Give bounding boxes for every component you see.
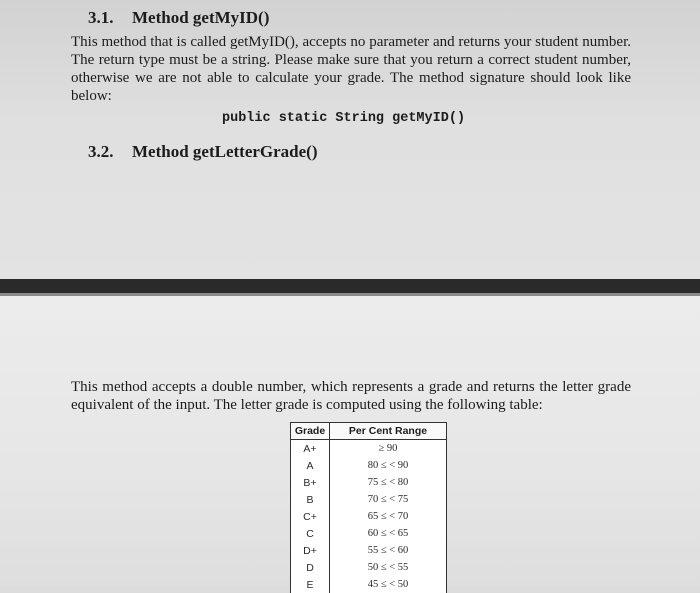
grade-column-header: Grade — [291, 423, 330, 440]
range-cell: 50 ≤ < 55 — [330, 559, 447, 576]
section-3-1-paragraph: This method that is called getMyID(), accepts no parameter and returns your student number. The return type must be a string. Please make sure that you return a correct student number, otherwise we are not able to calculate your grade. The method signature should look like below: — [71, 34, 631, 104]
grade-cell: E — [291, 576, 330, 593]
section-3-2-title: Method getLetterGrade() — [132, 142, 318, 161]
range-cell: ≥ 90 — [330, 440, 447, 458]
range-cell: 45 ≤ < 50 — [330, 576, 447, 593]
table-row — [291, 474, 447, 491]
range-cell: 75 ≤ < 80 — [330, 474, 447, 491]
range-cell: 65 ≤ < 70 — [330, 508, 447, 525]
range-cell: 80 ≤ < 90 — [330, 457, 447, 474]
table-row — [291, 491, 447, 508]
range-cell: 55 ≤ < 60 — [330, 542, 447, 559]
grade-cell: C+ — [291, 508, 330, 525]
table-row — [291, 440, 447, 458]
section-3-1-heading — [88, 8, 269, 28]
table-row — [291, 508, 447, 525]
grade-cell: D+ — [291, 542, 330, 559]
grade-cell: B — [291, 491, 330, 508]
range-column-header: Per Cent Range — [330, 423, 447, 440]
section-3-2-paragraph: This method accepts a double number, which represents a grade and returns the letter grade equivalent of the input. The letter grade is computed using the following table: — [71, 379, 631, 413]
section-3-1-title: Method getMyID() — [132, 8, 270, 27]
grade-cell: B+ — [291, 474, 330, 491]
table-row — [291, 457, 447, 474]
grade-cell: A — [291, 457, 330, 474]
table-row — [291, 525, 447, 542]
range-cell: 60 ≤ < 65 — [330, 525, 447, 542]
grade-cell: D — [291, 559, 330, 576]
table-row — [291, 542, 447, 559]
grade-table — [290, 422, 447, 593]
section-3-2-heading — [88, 142, 318, 162]
table-row — [291, 576, 447, 593]
table-row — [291, 559, 447, 576]
section-3-2-number: 3.2. — [88, 142, 114, 161]
grade-cell: C — [291, 525, 330, 542]
page-divider — [0, 279, 700, 293]
grade-cell: A+ — [291, 440, 330, 458]
range-cell: 70 ≤ < 75 — [330, 491, 447, 508]
method-signature-code: public static String getMyID() — [222, 111, 466, 126]
section-3-1-number: 3.1. — [88, 8, 114, 27]
